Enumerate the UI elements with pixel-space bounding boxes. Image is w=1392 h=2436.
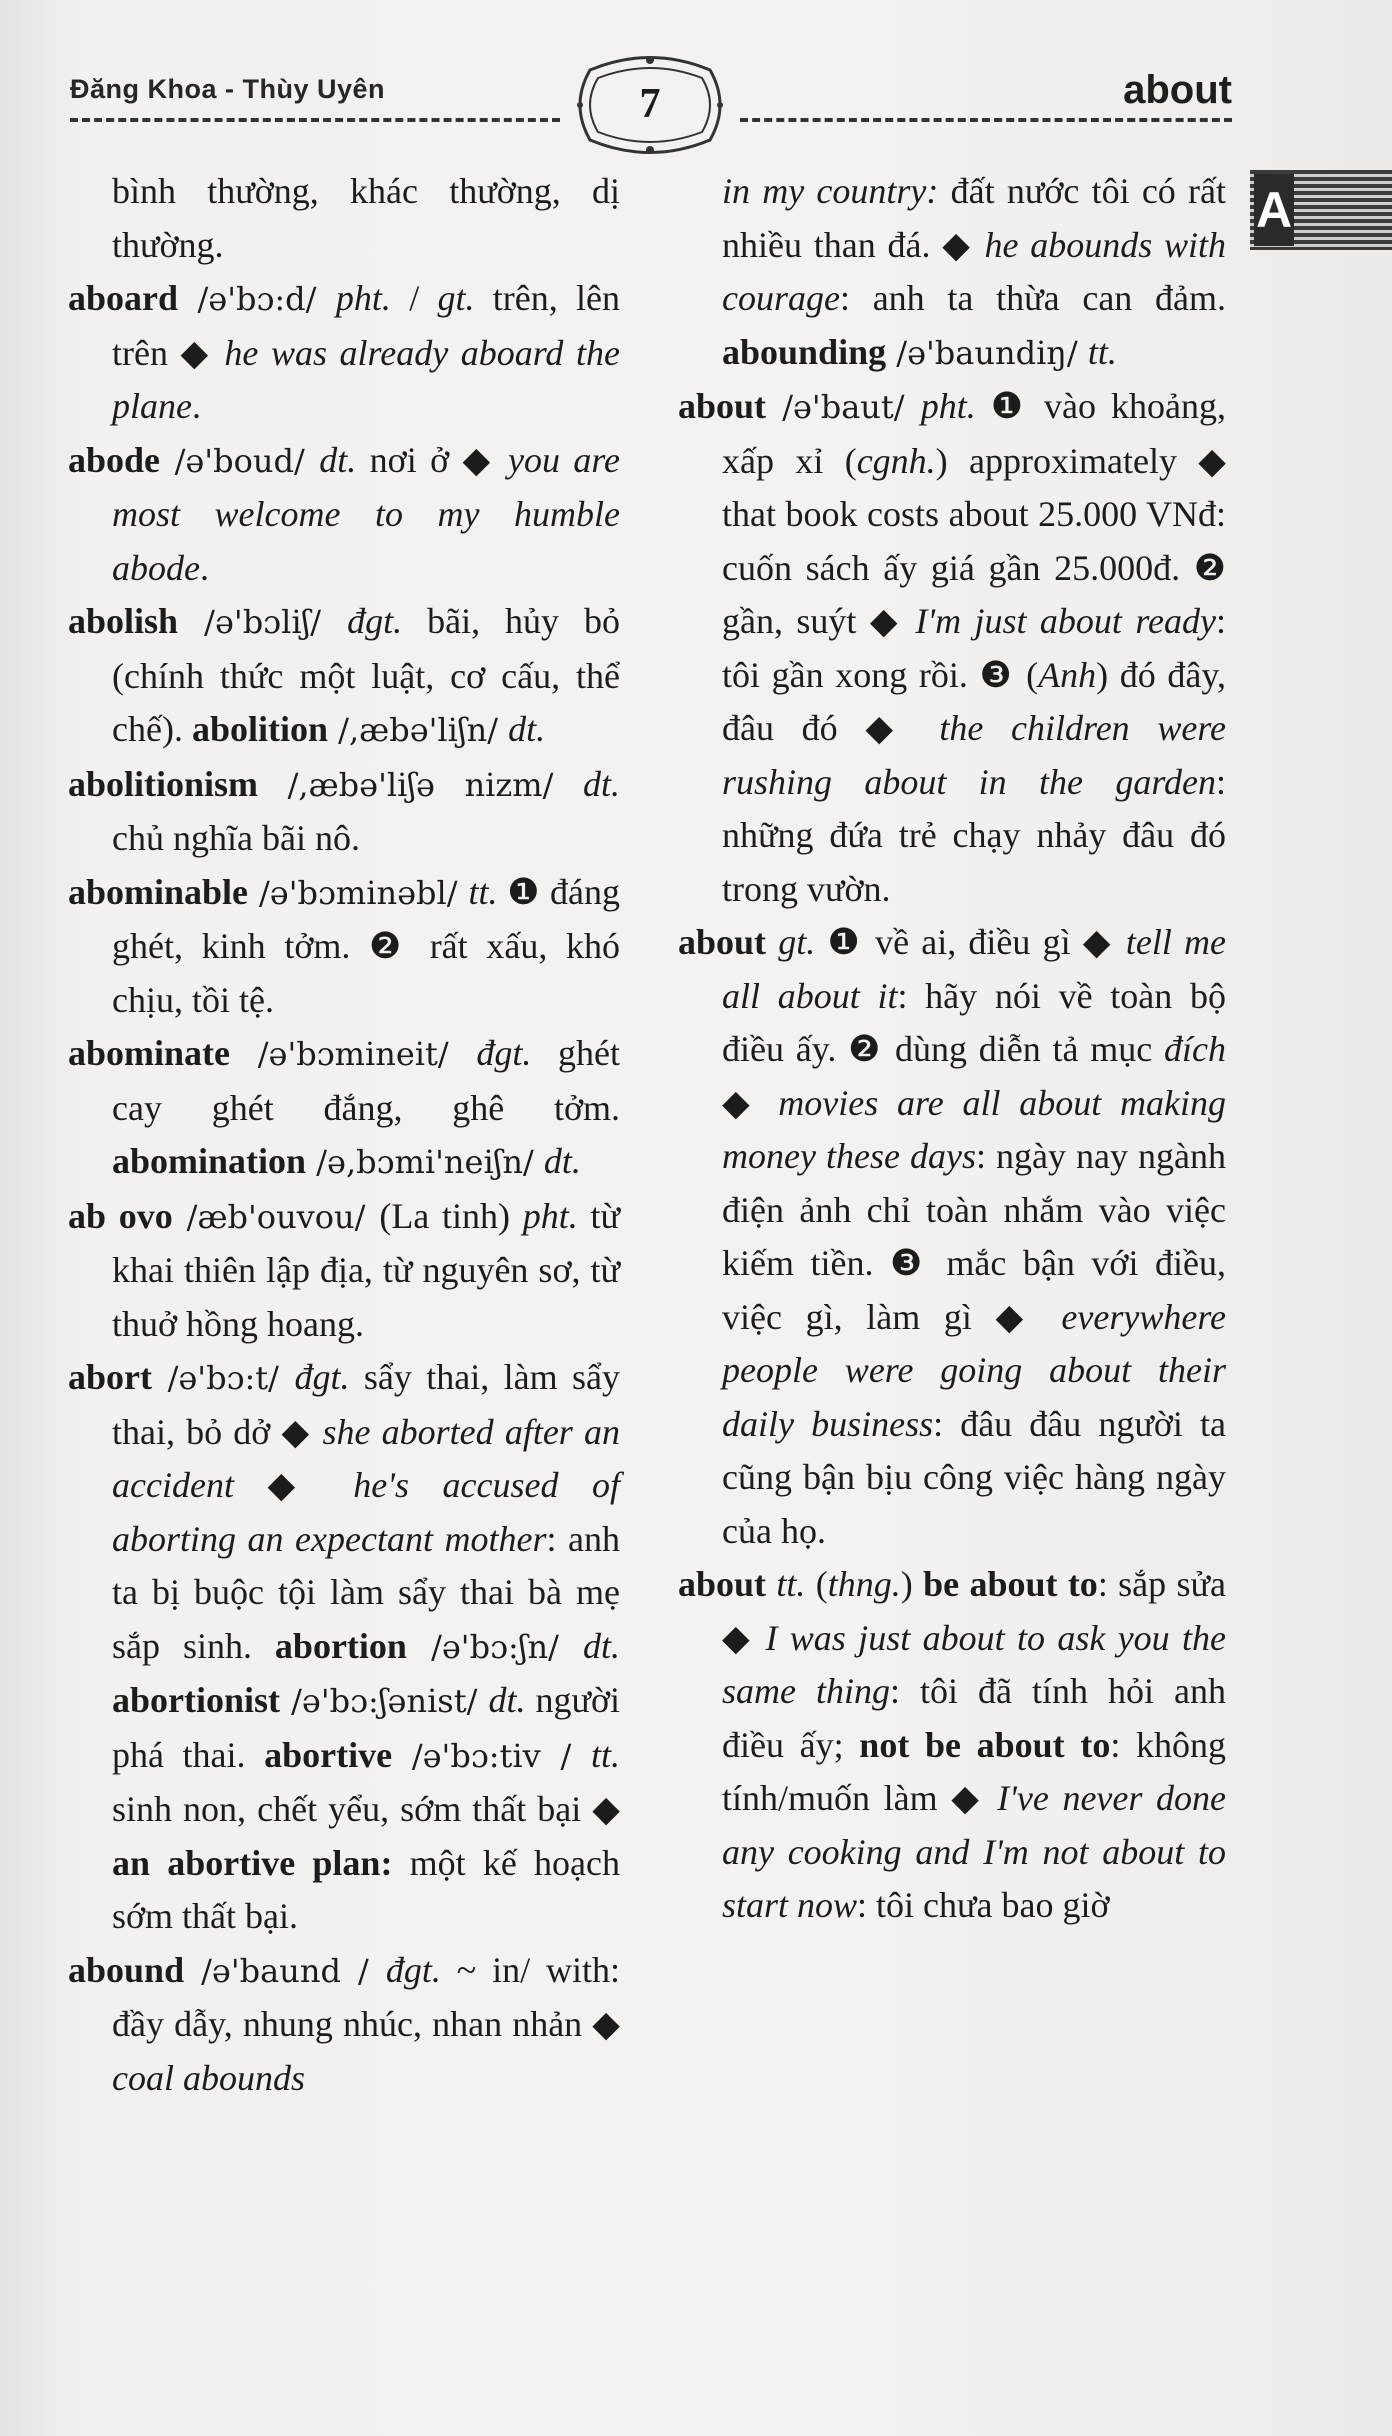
entry-text: / — [390, 278, 438, 318]
pronunciation: /ə'boud/ — [160, 441, 320, 480]
header-rule-right — [740, 118, 1232, 122]
headword: abominable — [68, 871, 249, 912]
entry-text: ❶ đáng ghét, kinh tởm. ❷ rất xấu, khó chịu, tồi tệ. — [112, 871, 620, 1020]
entry-text: : không tính/muốn làm ◆ — [722, 1724, 1226, 1818]
pronunciation: /æb'ouvou/ — [172, 1197, 380, 1236]
entry-text: tt. — [468, 871, 498, 912]
entry-text: thng. — [827, 1564, 901, 1604]
headword: abolish — [68, 601, 179, 641]
dictionary-entry — [68, 272, 620, 434]
dictionary-entry — [678, 1558, 1226, 1933]
headword: be about to — [923, 1564, 1098, 1604]
headword: abolitionism — [68, 763, 259, 804]
entry-text: đgt. — [294, 1357, 350, 1397]
entry-text: dt. — [582, 1625, 620, 1666]
entry-text: đgt. — [347, 601, 403, 641]
entry-text: đgt. — [476, 1033, 532, 1073]
dictionary-entry — [678, 380, 1226, 916]
entry-text: ❶ vào khoảng, xấp xỉ ( — [722, 386, 1226, 481]
dictionary-entry — [678, 916, 1226, 1558]
headword: abortive — [264, 1734, 393, 1775]
entry-text: I've never done any cooking and I'm not about to start now — [722, 1778, 1226, 1925]
dictionary-entry — [678, 165, 1226, 380]
pronunciation: /,æbə'liʃn/ — [328, 711, 509, 749]
dictionary-entry — [68, 1190, 620, 1352]
entry-text: dt. — [508, 709, 546, 749]
entry-text: dt. — [543, 1141, 581, 1181]
entry-text: đất nước tôi có rất nhiều than đá. ◆ — [722, 171, 1227, 265]
dictionary-entry — [68, 165, 620, 272]
dictionary-entry — [68, 866, 620, 1028]
pronunciation: /ə'baut/ — [766, 388, 921, 426]
pronunciation: /ə'bɔ:d/ — [178, 280, 336, 318]
pronunciation: /ə'bɔ:tiv / — [392, 1736, 591, 1775]
entry-text: pht. — [522, 1195, 578, 1236]
entry-text: đích — [1164, 1029, 1226, 1069]
entry-text: movies are all about making money these days — [722, 1082, 1227, 1176]
dictionary-entry — [68, 758, 620, 866]
pronunciation: /ə'bɔliʃ/ — [178, 603, 348, 641]
dictionary-entry — [68, 1027, 620, 1190]
entry-text: : anh ta bị buộc tội làm sẩy thai bà mẹ sắp sinh. — [112, 1518, 621, 1666]
entry-text: : anh ta thừa can đảm. — [839, 278, 1226, 318]
thumb-index-tab — [1250, 170, 1392, 250]
headword: about — [678, 1564, 767, 1604]
entry-text: in my country: — [722, 171, 939, 211]
headword: abort — [68, 1357, 152, 1397]
entry-text: dt. — [319, 439, 357, 480]
entry-text: tt. — [776, 1564, 806, 1604]
entry-text: cgnh. — [856, 440, 936, 481]
entry-text: sinh non, chết yểu, sớm thất bại ◆ — [112, 1789, 620, 1829]
entry-text: trên, lên trên ◆ — [112, 278, 621, 373]
pronunciation: /ə'bɔminəbl/ — [248, 873, 469, 912]
entry-text: he abounds with courage — [722, 224, 1226, 318]
entry-text: everywhere people were going about their daily business — [722, 1296, 1226, 1444]
entry-text: đgt. — [385, 1949, 441, 1990]
entry-text: bãi, hủy bỏ (chính thức một luật, cơ cấu, thể chế). — [112, 601, 621, 749]
entry-text: tt. — [1087, 331, 1117, 372]
entry-text: tt. — [591, 1734, 621, 1775]
headword: not be about to — [859, 1724, 1111, 1765]
entry-text: : tôi đã tính hỏi anh điều ấy; — [722, 1671, 1226, 1765]
header-rule-left — [70, 118, 560, 122]
pronunciation: /ə'baundiŋ/ — [886, 333, 1088, 372]
entry-text: he's accused of aborting an expectant mother — [112, 1465, 621, 1559]
headword: abounding — [722, 331, 887, 372]
entry-text: he was already aboard the plane — [112, 332, 620, 426]
entry-text: : hãy nói về toàn bộ điều ấy. ❷ dùng diễn tả mục — [722, 975, 1226, 1069]
entry-text: I'm just about ready — [915, 601, 1216, 641]
pronunciation: /ə'bɔmineit/ — [230, 1035, 477, 1073]
entry-text: she aborted after an accident — [112, 1411, 620, 1505]
headword: abortionist — [112, 1680, 281, 1720]
entry-text: ) approximately ◆ that book costs about 25.000 VNđ: cuốn sách ấy giá gần 25.000đ. ❷ gần, suýt ◆ — [722, 440, 1226, 641]
headword: ab ovo — [68, 1195, 173, 1236]
entry-text: (La tinh) — [379, 1195, 523, 1236]
headword: abound — [68, 1949, 185, 1990]
entry-text: : đâu đâu người ta cũng bận bịu công việc hàng ngày của họ. — [722, 1403, 1226, 1551]
entry-text: pht. — [335, 278, 391, 318]
entry-text: pht. — [920, 386, 976, 426]
headword: about — [678, 386, 767, 426]
pronunciation: /ə,bɔmi'neiʃn/ — [306, 1143, 544, 1181]
dictionary-entry — [68, 434, 620, 596]
headword: aboard — [68, 278, 179, 318]
entry-text: chủ nghĩa bãi nô. — [112, 818, 360, 858]
entry-text: ghét cay ghét đắng, ghê tởm. — [112, 1033, 620, 1128]
pronunciation: /ə'bɔ:t/ — [152, 1359, 295, 1397]
entry-text: ) đó đây, đâu đó ◆ — [722, 654, 1226, 748]
entry-text: dt. — [582, 763, 620, 804]
entry-text: bình thường, khác thường, dị thường. — [112, 171, 620, 265]
left-column — [68, 165, 620, 2105]
entry-text: tell me all about it — [722, 922, 1227, 1016]
header-authors: Đăng Khoa - Thùy Uyên — [70, 74, 386, 104]
headword: about — [678, 922, 767, 962]
entry-text: ◆ — [233, 1465, 354, 1505]
entry-text: coal abounds — [112, 2057, 305, 2098]
entry-text: ) — [900, 1564, 924, 1604]
entry-text: người phá thai. — [112, 1680, 620, 1775]
headword: an abortive plan: — [112, 1842, 393, 1883]
pronunciation: /,æbə'liʃə nizm/ — [258, 765, 583, 804]
headword: abortion — [274, 1625, 407, 1666]
thumb-index-letter: A — [1254, 174, 1294, 246]
entry-text: dt. — [488, 1680, 526, 1720]
entry-text: : tôi gần xong rồi. ❸ ( — [722, 601, 1226, 695]
entry-text: gt. — [437, 278, 475, 318]
entry-text — [766, 922, 778, 962]
pronunciation: /ə'bɔ:ʃənist/ — [280, 1682, 489, 1720]
entry-text: sẩy thai, làm sẩy thai, bỏ dở ◆ — [112, 1357, 620, 1452]
headword: abolition — [191, 709, 328, 749]
page-number-ornament — [570, 50, 730, 160]
entry-text: the children were rushing about in the garden — [722, 708, 1226, 802]
entry-text: ◆ — [722, 1082, 779, 1123]
page-number: 7 — [639, 81, 661, 127]
entry-text: ( — [805, 1564, 828, 1604]
pronunciation: /ə'baund / — [184, 1951, 386, 1990]
entry-text — [766, 1564, 776, 1604]
entry-text: : ngày nay ngành điện ảnh chỉ toàn nhắm vào việc kiếm tiền. ❸ mắc bận với điều, việc gì, làm gì ◆ — [722, 1136, 1226, 1337]
entry-text: : tôi chưa bao giờ — [857, 1885, 1110, 1925]
entry-text: ❶ về ai, điều gì ◆ — [815, 922, 1126, 962]
dictionary-entry — [68, 595, 620, 758]
headword: abomination — [112, 1141, 307, 1181]
entry-text: you are most welcome to my humble abode — [112, 439, 620, 588]
header-guide-word: about — [1123, 68, 1232, 112]
pronunciation: /ə'bɔ:ʃn/ — [406, 1627, 583, 1666]
entry-text: một kế hoạch sớm thất bại. — [112, 1842, 620, 1936]
entry-text: từ khai thiên lập địa, từ nguyên sơ, từ thuở hồng hoang. — [112, 1195, 621, 1344]
entry-text: ~ in/ with: đầy dẫy, nhung nhúc, nhan nhản ◆ — [112, 1949, 621, 2044]
entry-text: . — [191, 386, 201, 426]
dictionary-entry — [68, 1351, 620, 1944]
entry-text: . — [199, 547, 209, 588]
entry-text: : những đứa trẻ chạy nhảy đâu đó trong vườn. — [722, 761, 1226, 909]
entry-text: gt. — [778, 922, 816, 962]
entry-text: Anh — [1038, 654, 1097, 695]
right-column — [678, 165, 1226, 1933]
entry-text: : sắp sửa ◆ — [722, 1564, 1226, 1658]
entry-text: nơi ở ◆ — [356, 439, 508, 480]
headword: abominate — [68, 1033, 230, 1073]
dictionary-entry — [68, 1944, 620, 2106]
entry-text: I was just about to ask you the same thing — [722, 1617, 1227, 1711]
headword: abode — [68, 439, 161, 480]
